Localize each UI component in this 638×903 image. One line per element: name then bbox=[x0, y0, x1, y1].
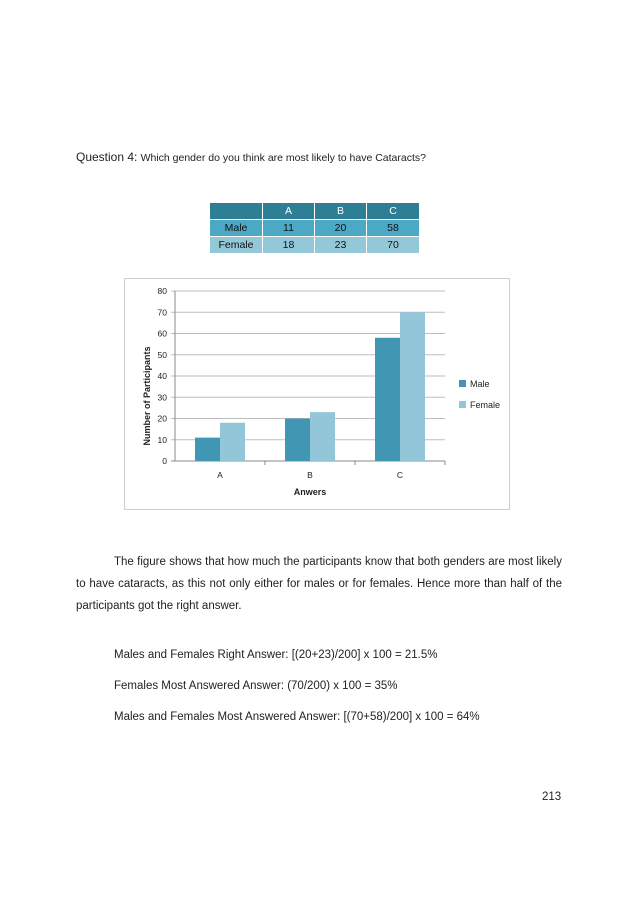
chart-svg bbox=[125, 279, 511, 511]
table-header-cell: A bbox=[263, 203, 315, 220]
table-header-cell: C bbox=[367, 203, 420, 220]
x-tick-label: A bbox=[217, 470, 223, 480]
bar-male bbox=[195, 438, 220, 461]
bar-male bbox=[375, 338, 400, 461]
page-number: 213 bbox=[542, 791, 562, 803]
table-header-cell: B bbox=[315, 203, 367, 220]
x-tick-label: B bbox=[307, 470, 313, 480]
formula-line: Females Most Answered Answer: (70/200) x 100 = 35% bbox=[114, 680, 398, 692]
table-cell: 11 bbox=[263, 220, 315, 237]
y-tick-label: 40 bbox=[157, 371, 167, 381]
paragraph-text: The figure shows that how much the participants know that both genders are most likely to have cataracts, as this not only either for males or for females. Hence more than half of the participants got the right answer. bbox=[76, 556, 562, 612]
table-cell: 70 bbox=[367, 237, 420, 254]
y-axis-label: Number of Participants bbox=[142, 346, 152, 446]
bar-chart bbox=[124, 278, 510, 510]
data-table bbox=[210, 203, 420, 254]
x-tick-label: C bbox=[396, 470, 404, 480]
body-paragraph bbox=[76, 551, 562, 617]
table-cell: 58 bbox=[367, 220, 420, 237]
question-label: Question 4: bbox=[76, 150, 138, 164]
legend-swatch bbox=[459, 401, 466, 408]
table-row-label: Male bbox=[210, 220, 263, 237]
bar-female bbox=[220, 423, 245, 461]
table-row bbox=[210, 220, 420, 237]
table-header-cell bbox=[210, 203, 263, 220]
y-tick-label: 30 bbox=[157, 392, 167, 403]
table-cell: 20 bbox=[315, 220, 367, 237]
table-cell: 23 bbox=[315, 237, 367, 254]
table-row-label: Female bbox=[210, 237, 263, 254]
y-tick-label: 70 bbox=[157, 307, 167, 318]
question bbox=[76, 150, 426, 164]
y-tick-label: 10 bbox=[157, 434, 167, 445]
legend-swatch bbox=[459, 380, 466, 387]
table-header-row bbox=[210, 203, 420, 220]
table-cell: 18 bbox=[263, 237, 315, 254]
y-tick-label: 80 bbox=[157, 286, 167, 296]
formula-line: Males and Females Most Answered Answer: [(70+58)/200] x 100 = 64% bbox=[114, 711, 480, 723]
legend-label: Male bbox=[470, 379, 490, 389]
y-tick-label: 60 bbox=[157, 328, 167, 339]
formula-line: Males and Females Right Answer: [(20+23)/200] x 100 = 21.5% bbox=[114, 649, 438, 661]
bar-female bbox=[400, 312, 425, 461]
y-tick-label: 0 bbox=[162, 456, 167, 466]
table-row bbox=[210, 237, 420, 254]
legend-label: Female bbox=[470, 400, 501, 410]
y-tick-label: 50 bbox=[157, 349, 167, 360]
x-axis-label: Anwers bbox=[293, 487, 327, 497]
question-text: Which gender do you think are most likely to have Cataracts? bbox=[140, 152, 426, 164]
y-tick-label: 20 bbox=[157, 413, 167, 424]
bar-female bbox=[310, 412, 335, 461]
bar-male bbox=[285, 419, 310, 462]
